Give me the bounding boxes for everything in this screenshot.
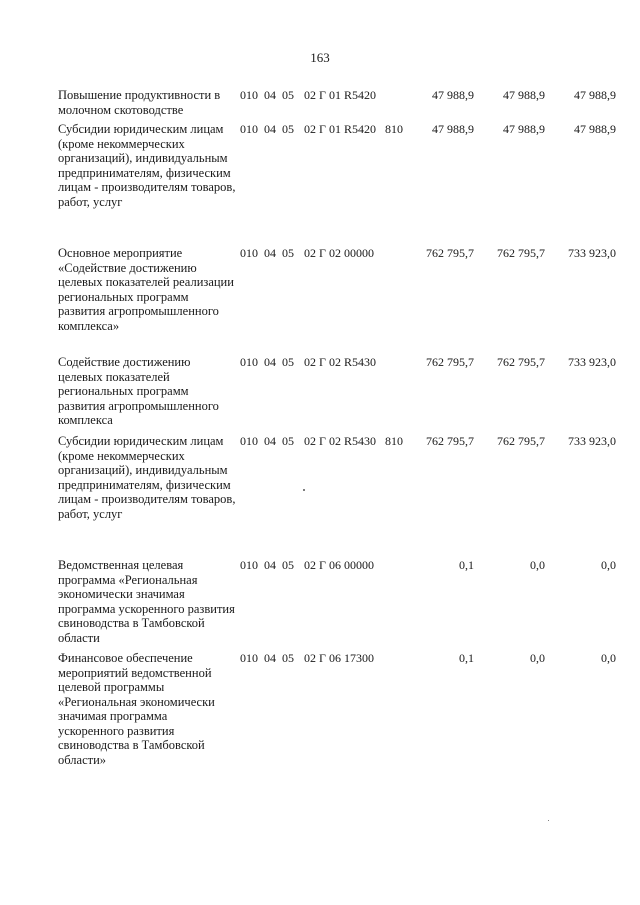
amount-year-2: 0,0 xyxy=(530,651,545,665)
amount-year-3: 0,0 xyxy=(601,558,616,572)
expense-type-code: 810 xyxy=(385,434,403,448)
row-name: Повышение продуктивности в молочном скотоводстве xyxy=(58,88,221,117)
grbs-code: 010 xyxy=(240,558,258,572)
row-name: Ведомственная целевая программа «Региональная экономически значимая программа ускоренного развития свиноводства в Тамбовской области xyxy=(58,558,235,645)
section-code: 04 xyxy=(264,88,276,102)
target-article-code: 02 Г 02 R5430 xyxy=(304,434,376,448)
target-article-code: 02 Г 01 R5420 xyxy=(304,122,376,136)
section-code: 04 xyxy=(264,246,276,260)
grbs-code: 010 xyxy=(240,88,258,102)
row-name: Субсидии юридическим лицам (кроме некоммерческих организаций), индивидуальным предпринимателям, физическим лицам - производителям товаров, работ, услуг xyxy=(58,434,236,521)
amount-year-3: 733 923,0 xyxy=(568,246,616,260)
page-number: 163 xyxy=(310,50,330,65)
amount-year-3: 47 988,9 xyxy=(574,122,616,136)
subsection-code: 05 xyxy=(282,246,294,260)
grbs-code: 010 xyxy=(240,434,258,448)
row-name: Содействие достижению целевых показателей региональных программ развития агропромышленного комплекса xyxy=(58,355,219,427)
amount-year-1: 762 795,7 xyxy=(426,246,474,260)
amount-year-1: 0,1 xyxy=(459,651,474,665)
grbs-code: 010 xyxy=(240,122,258,136)
amount-year-1: 762 795,7 xyxy=(426,434,474,448)
grbs-code: 010 xyxy=(240,651,258,665)
amount-year-1: 762 795,7 xyxy=(426,355,474,369)
amount-year-2: 47 988,9 xyxy=(503,88,545,102)
target-article-code: 02 Г 06 00000 xyxy=(304,558,374,572)
subsection-code: 05 xyxy=(282,434,294,448)
row-name: Основное мероприятие «Содействие достижению целевых показателей реализации региональных программ развития агропромышленного комплекса» xyxy=(58,246,234,333)
subsection-code: 05 xyxy=(282,355,294,369)
amount-year-1: 47 988,9 xyxy=(432,88,474,102)
section-code: 04 xyxy=(264,434,276,448)
target-article-code: 02 Г 02 00000 xyxy=(304,246,374,260)
scan-speck xyxy=(548,820,549,821)
row-name: Финансовое обеспечение мероприятий ведомственной целевой программы «Региональная экономически значимая программа ускоренного развития свиноводства в Тамбовской области» xyxy=(58,651,215,767)
section-code: 04 xyxy=(264,651,276,665)
amount-year-1: 0,1 xyxy=(459,558,474,572)
amount-year-2: 762 795,7 xyxy=(497,434,545,448)
section-code: 04 xyxy=(264,355,276,369)
subsection-code: 05 xyxy=(282,122,294,136)
grbs-code: 010 xyxy=(240,246,258,260)
amount-year-2: 0,0 xyxy=(530,558,545,572)
section-code: 04 xyxy=(264,558,276,572)
amount-year-2: 762 795,7 xyxy=(497,246,545,260)
amount-year-1: 47 988,9 xyxy=(432,122,474,136)
subsection-code: 05 xyxy=(282,651,294,665)
section-code: 04 xyxy=(264,122,276,136)
target-article-code: 02 Г 01 R5420 xyxy=(304,88,376,102)
target-article-code: 02 Г 02 R5430 xyxy=(304,355,376,369)
amount-year-2: 47 988,9 xyxy=(503,122,545,136)
scan-speck xyxy=(303,489,305,491)
subsection-code: 05 xyxy=(282,558,294,572)
grbs-code: 010 xyxy=(240,355,258,369)
target-article-code: 02 Г 06 17300 xyxy=(304,651,374,665)
amount-year-3: 733 923,0 xyxy=(568,355,616,369)
subsection-code: 05 xyxy=(282,88,294,102)
amount-year-3: 47 988,9 xyxy=(574,88,616,102)
amount-year-2: 762 795,7 xyxy=(497,355,545,369)
row-name: Субсидии юридическим лицам (кроме некоммерческих организаций), индивидуальным предпринимателям, физическим лицам - производителям товаров, работ, услуг xyxy=(58,122,236,209)
expense-type-code: 810 xyxy=(385,122,403,136)
amount-year-3: 733 923,0 xyxy=(568,434,616,448)
amount-year-3: 0,0 xyxy=(601,651,616,665)
